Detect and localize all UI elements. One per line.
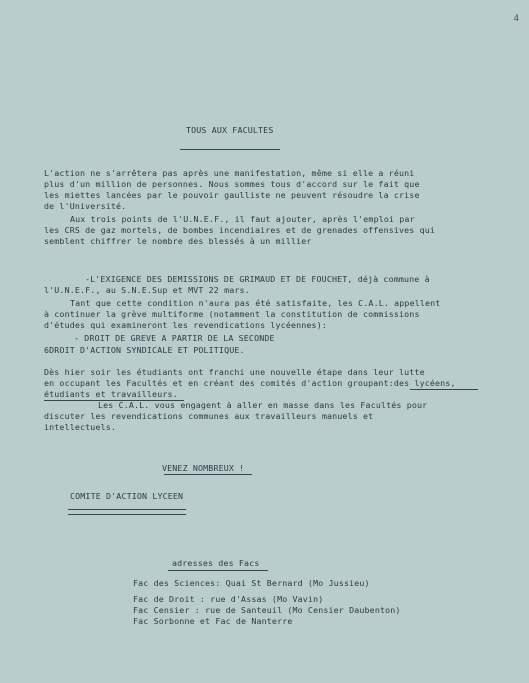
adresses-title: adresses des Facs [172,558,260,568]
points-line-2: les CRS de gaz mortels, de bombes incendiaires et de grenades offensives qui [44,225,436,235]
demand-2: 6DROIT D'ACTION SYNDICALE ET POLITIQUE. [44,345,245,355]
adresse-sorbonne-nanterre: Fac Sorbonne et Fac de Nanterre [133,616,293,626]
page-number: 4 [513,14,519,24]
adresse-sciences: Fac des Sciences: Quai St Bernard (Mo Jussieu) [133,578,370,588]
signature-underline-1 [68,509,186,510]
adresses-underline [168,570,268,571]
adresse-droit: Fac de Droit : rue d'Assas (Mo Vavin) [133,594,324,604]
points-line-1: Aux trois points de l'U.N.E.F., il faut ajouter, après l'emploi par [70,214,415,224]
etudiants-line-1: Dès hier soir les étudiants ont franchi une nouvelle étape dans leur lutte [44,367,425,377]
venez-nombreux: VENEZ NOMBREUX ! [162,463,245,473]
venez-underline [164,474,252,475]
signature-underline-2 [68,514,186,515]
cal-line-1: Les C.A.L. vous engagent à aller en masse dans les Facultés pour [98,400,428,410]
etudiants-line-3: étudiants et travailleurs. [44,389,178,399]
intro-line-1: L'action ne s'arrêtera pas après une manifestation, même si elle a réuni [44,168,415,178]
title-underline [180,149,280,150]
intro-line-2: plus d'un million de personnes. Nous sommes tous d'accord sur le fait que [44,179,420,189]
cal-line-3: intellectuels. [44,422,117,432]
signature: COMITE D'ACTION LYCEEN [70,491,184,501]
underline-lyceens [410,389,478,390]
document-title: TOUS AUX FACULTES [186,125,274,135]
points-line-3: semblent chiffrer le nombre des blessés à un millier [44,236,312,246]
exigence-line-1: -L'EXIGENCE DES DEMISSIONS DE GRIMAUD ET DE FOUCHET, déjà commune à [85,274,430,284]
etudiants-line-2: en occupant les Facultés et en créant des comités d'action groupant:des lycéens, [44,378,456,388]
greve-line-2: à continuer la grève multiforme (notamment la constitution de commissions [44,309,420,319]
demand-1: - DROIT DE GREVE A PARTIR DE LA SECONDE [74,333,275,343]
intro-line-3: les miettes lancées par le pouvoir gaulliste ne peuvent résoudre la crise [44,190,420,200]
adresse-censier: Fac Censier : rue de Santeuil (Mo Censier Daubenton) [133,605,401,615]
greve-line-3: d'études qui examineront les revendications lycéennes): [44,320,327,330]
intro-line-4: de l'Université. [44,201,127,211]
exigence-line-2: l'U.N.E.F., au S.N.E.Sup et MVT 22 mars. [44,285,250,295]
greve-line-1: Tant que cette condition n'aura pas été satisfaite, les C.A.L. appellent [70,298,441,308]
cal-line-2: discuter les revendications communes aux travailleurs manuels et [44,411,374,421]
